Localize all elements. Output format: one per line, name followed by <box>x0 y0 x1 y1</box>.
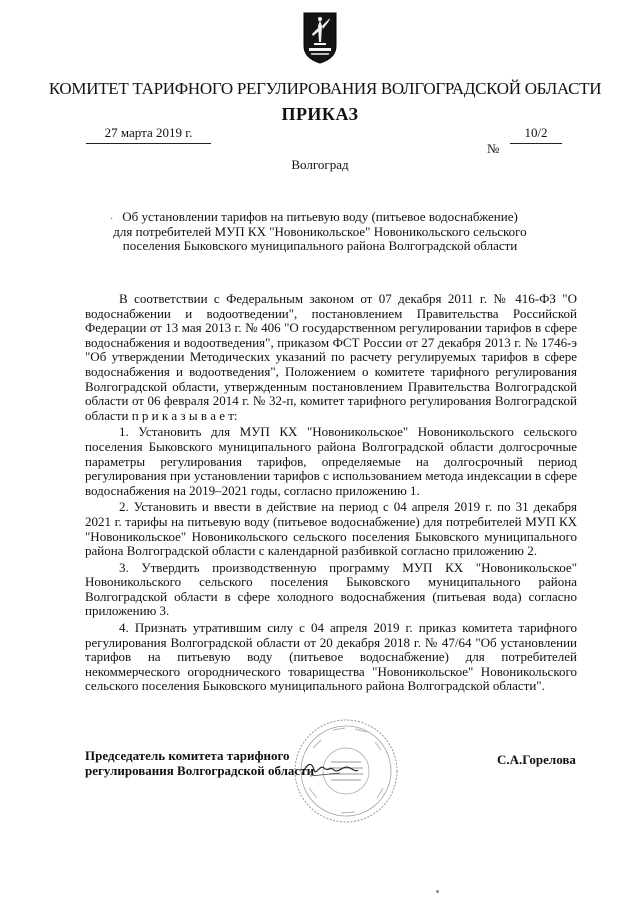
signatory-name: С.А.Горелова <box>497 752 576 767</box>
order-body <box>85 292 577 696</box>
order-item-3: 3. Утвердить производственную программу МУП КХ "Новоникольское" Новоникольского сельского поселения Быковского муниципального района Волгоградской области в сфере холодного водоснабжения (питьевая вода) согласно приложению 3. <box>85 559 577 619</box>
signatory-position-line: регулирования Волгоградской области <box>85 763 315 778</box>
committee-name: КОМИТЕТ ТАРИФНОГО РЕГУЛИРОВАНИЯ ВОЛГОГРАДСКОЙ ОБЛАСТИ <box>48 79 602 98</box>
order-title-line: Об установлении тарифов на питьевую воду (питьевое водоснабжение) <box>122 209 518 224</box>
order-title-line: для потребителей МУП КХ "Новоникольское" Новоникольского сельского <box>113 223 527 239</box>
order-item-1: 1. Установить для МУП КХ "Новоникольское" Новоникольского сельского поселения Быковского муниципального района Волгоградской области долгосрочные параметры регулирования тарифов, определяемые на долгосрочный период регулирования при установлении тарифов с использованием метода индексации в сфере водоснабжения на 2019–2021 годы, согласно приложению 1. <box>85 424 577 498</box>
order-title <box>105 210 535 254</box>
scan-speck <box>436 890 439 893</box>
document-number: 10/2 <box>510 125 562 144</box>
document-type: ПРИКАЗ <box>281 104 359 124</box>
city-name: Волгоград <box>291 157 349 172</box>
volgograd-emblem-icon <box>303 12 337 64</box>
document-date: 27 марта 2019 г. <box>86 125 211 144</box>
signatory-position <box>85 748 314 778</box>
order-title-line: поселения Быковского муниципального района Волгоградской области <box>122 238 518 253</box>
preamble-paragraph: В соответствии с Федеральным законом от 07 декабря 2011 г. № 416-ФЗ "О водоснабжении и водоотведении", постановлением Правительства Российской Федерации от 13 мая 2013 г. № 406 "О государственном регулировании тарифов в сфере водоснабжения и водоотведения", приказом ФСТ России от 27 декабря 2013 г. № 1746-э "Об утверждении Методических указаний по расчету регулируемых тарифов в сфере водоснабжения и водоотведения", Положением о комитете тарифного регулирования Волгоградской области, утвержденным постановлением Правительства Волгоградской области от 06 февраля 2014 г. № 32-п, комитет тарифного регулирования Волгоградской области п р и к а з ы в а е т: <box>85 291 577 423</box>
title-bullet-dot: · <box>110 214 114 225</box>
order-item-2: 2. Установить и ввести в действие на период с 04 апреля 2019 г. по 31 декабря 2021 г. тарифы на питьевую воду (питьевое водоснабжение) для потребителей МУП КХ "Новоникольское" Новоникольского сельского поселения Быковского муниципального района Волгоградской области с календарной разбивкой согласно приложению 2. <box>85 499 577 559</box>
number-sign: № <box>487 141 500 156</box>
signatory-position-line: Председатель комитета тарифного <box>85 748 290 763</box>
order-item-4: 4. Признать утратившим силу с 04 апреля 2019 г. приказ комитета тарифного регулирования Волгоградской области от 20 декабря 2018 г. № 47/64 "Об установлении тарифов на питьевую воду (питьевое водоснабжение) для потребителей некоммерческого огороднического товарищества "Новоникольское" Новоникольского сельского поселения Быковского муниципального района Волгоградской области". <box>85 620 577 694</box>
